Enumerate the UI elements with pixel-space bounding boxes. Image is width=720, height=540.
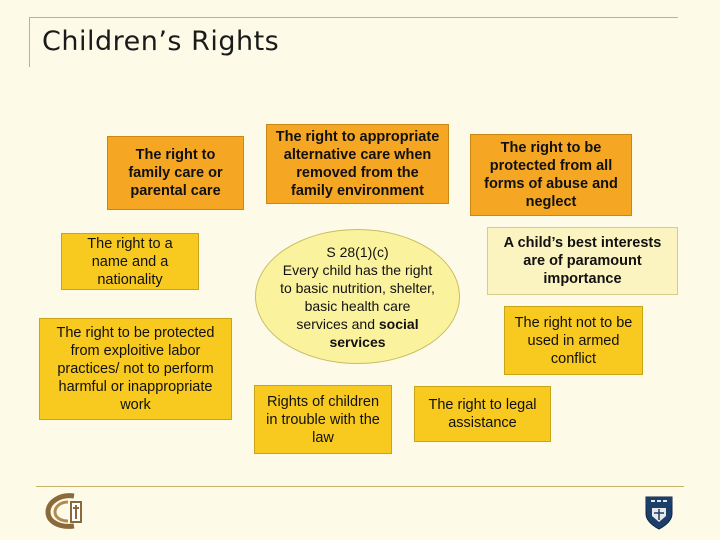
box-name-nationality (61, 233, 199, 290)
box-best-interests-text: A child’s best interests are of paramount importance (503, 235, 662, 287)
box-labor (39, 318, 232, 420)
box-armed-conflict (504, 306, 643, 375)
box-alternative-care (266, 124, 449, 204)
box-alternative-care-text: The right to appropriate alternative care when removed from the family environment (275, 129, 440, 199)
center-line-6: services (329, 333, 386, 350)
institution-logo-icon (44, 490, 94, 532)
center-line-5-plain: services and (296, 315, 379, 332)
box-armed-conflict-text: The right not to be used in armed conflict (514, 314, 633, 367)
center-line-4: basic health care (304, 297, 411, 314)
center-line-5-bold: social (378, 315, 419, 332)
box-legal-assistance-text: The right to legal assistance (428, 397, 537, 431)
center-line-5 (296, 315, 418, 333)
center-line-2: Every child has the right (282, 261, 433, 278)
title-rule-top (29, 17, 678, 18)
university-crest-icon (645, 496, 673, 530)
box-abuse-text: The right to be protected from all forms of abuse and neglect (484, 140, 618, 210)
center-line-1: S 28(1)(c) (326, 243, 389, 260)
box-abuse (470, 134, 632, 216)
box-labor-text: The right to be protected from exploitive labor practices/ not to perform harmful or inappropriate work (56, 325, 215, 413)
box-family-care (107, 136, 244, 210)
box-trouble-with-law (254, 385, 392, 454)
box-name-nationality-text: The right to a name and a nationality (87, 235, 173, 288)
center-ellipse (255, 229, 460, 364)
center-line-3: to basic nutrition, shelter, (280, 279, 435, 296)
box-legal-assistance (414, 386, 551, 442)
box-trouble-with-law-text: Rights of children in trouble with the law (266, 393, 380, 446)
box-family-care-text: The right to family care or parental care (128, 147, 223, 199)
bottom-rule (36, 486, 684, 487)
slide-title: Children’s Rights (42, 26, 280, 57)
title-rule-left (29, 17, 30, 67)
box-best-interests (487, 227, 678, 295)
